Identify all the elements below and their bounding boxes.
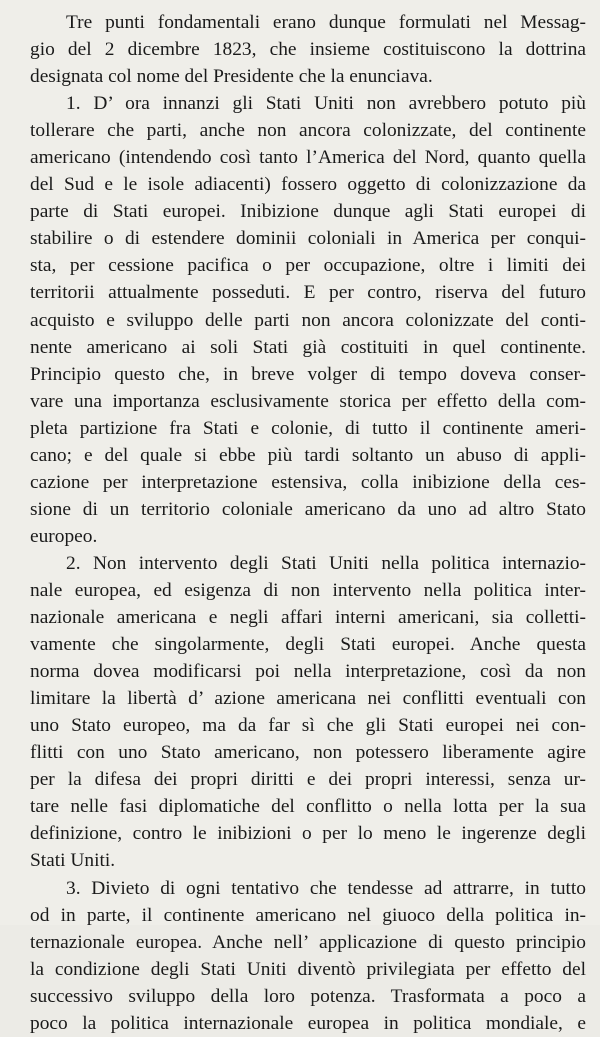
text-line: nazionale americana e negli affari interni americani, sia colletti-	[30, 607, 586, 629]
text-line: tollerare che parti, anche non ancora colonizzate, del continente	[30, 120, 586, 142]
text-line: 2. Non intervento degli Stati Uniti nella politica internazio-	[66, 552, 586, 574]
body-text	[30, 9, 586, 1037]
text-line: successivo sviluppo della loro potenza. Trasformata a poco a	[30, 985, 586, 1007]
text-line: del Sud e le isole adiacenti) fossero oggetto di colonizzazione da	[30, 174, 586, 196]
text-line: ternazionale europea. Anche nell’ applicazione di questo principio	[30, 931, 586, 953]
text-line: designata col nome del Presidente che la enunciava.	[30, 66, 433, 88]
text-line: cano; e del quale si ebbe più tardi soltanto un abuso di appli-	[30, 444, 586, 466]
text-line: Tre punti fondamentali erano dunque formulati nel Messag-	[66, 12, 586, 33]
paragraph-point-1	[30, 90, 586, 550]
text-line: parte di Stati europei. Inibizione dunque agli Stati europei di	[30, 201, 586, 223]
text-line: Stati Uniti.	[30, 850, 116, 872]
paragraph-point-3	[30, 875, 586, 1037]
text-line: europeo.	[30, 525, 98, 547]
text-line: sione di un territorio coloniale americano da uno ad altro Stato	[30, 498, 586, 520]
text-line: acquisto e sviluppo delle parti non ancora colonizzate del conti-	[30, 309, 586, 331]
text-line: Principio questo che, in breve volger di tempo doveva conser-	[30, 363, 586, 385]
text-line: tare nelle fasi diplomatiche del conflitto o nella lotta per la sua	[30, 796, 586, 818]
text-line: vare una importanza esclusivamente storica per effetto della com-	[30, 390, 586, 412]
text-line: cazione per interpretazione estensiva, colla inibizione della ces-	[30, 471, 586, 493]
text-line: pleta partizione fra Stati e colonie, di tutto il continente ameri-	[30, 417, 586, 439]
text-line: limitare la libertà d’ azione americana nei conflitti eventuali con	[30, 688, 586, 710]
text-line: norma dovea modificarsi poi nella interpretazione, così da non	[30, 661, 586, 683]
text-line: 3. Divieto di ogni tentativo che tendesse ad attrarre, in tutto	[66, 877, 586, 899]
text-line: nale europea, ed esigenza di non intervento nella politica inter-	[30, 579, 586, 601]
text-line: nente americano ai soli Stati già costituiti in quel continente.	[30, 336, 586, 358]
text-line: flitti con uno Stato americano, non potessero liberamente agire	[30, 742, 586, 764]
text-line: vamente che singolarmente, degli Stati europei. Anche questa	[30, 634, 586, 656]
text-line: 1. D’ ora innanzi gli Stati Uniti non avrebbero potuto più	[66, 93, 586, 115]
text-line: od in parte, il continente americano nel giuoco della politica in-	[30, 904, 586, 926]
paragraph-intro	[30, 9, 586, 90]
text-line: americano (intendendo così tanto l’America del Nord, quanto quella	[30, 147, 586, 169]
text-line: per la difesa dei propri diritti e dei propri interessi, senza ur-	[30, 769, 586, 791]
text-line: la condizione degli Stati Uniti diventò privilegiata per effetto del	[30, 958, 586, 980]
text-line: poco la politica internazionale europea in politica mondiale, e	[30, 1012, 586, 1034]
text-line: territorii attualmente posseduti. E per contro, riserva del futuro	[30, 282, 586, 304]
text-line: sta, per cessione pacifica o per occupazione, oltre i limiti dei	[30, 255, 586, 277]
text-line: stabilire o di estendere dominii coloniali in America per conqui-	[30, 228, 586, 250]
paragraph-point-2	[30, 550, 586, 875]
text-line: gio del 2 dicembre 1823, che insieme costituiscono la dottrina	[30, 39, 586, 61]
text-line: definizione, contro le inibizioni o per lo meno le ingerenze degli	[30, 823, 586, 845]
text-line: uno Stato europeo, ma da far sì che gli Stati europei nei con-	[30, 715, 586, 737]
